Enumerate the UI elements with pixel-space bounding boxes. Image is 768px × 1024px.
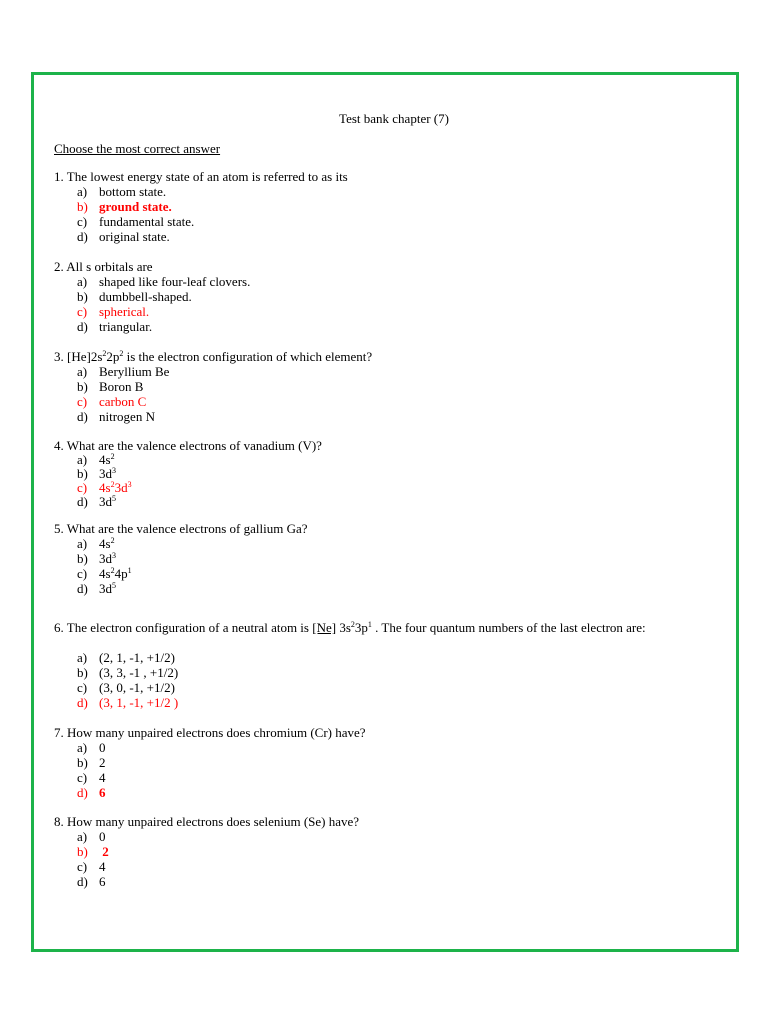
option-letter: a) [77,184,88,199]
document-title: Test bank chapter (7) [339,111,449,126]
options-list [54,453,734,509]
option-c [77,859,734,874]
option-text: (2, 1, -1, +1/2) [99,650,175,665]
option-a [77,184,734,199]
option-letter: d) [77,409,88,424]
option-a [77,364,734,379]
question-stem: 8. How many unpaired electrons does selenium (Se) have? [54,814,360,829]
option-letter: d) [77,319,88,334]
options-list [54,536,734,596]
stem-part: 3s [336,620,351,635]
superscript: 2 [350,620,355,629]
option-text: 2 [99,844,109,859]
option-text: spherical. [99,304,150,319]
options-list [54,650,734,710]
superscript: 5 [112,581,116,590]
option-letter: b) [77,379,88,394]
option-letter: a) [77,274,88,289]
option-text: fundamental state. [99,214,195,229]
stem-part: 3p [354,620,368,635]
superscript: 2 [110,566,115,575]
option-b [77,665,734,680]
option-c [77,214,734,229]
superscript: 2 [119,349,124,358]
option-text: 3d [99,494,112,509]
option-text: 4s [99,452,111,467]
option-letter: d) [77,874,88,889]
superscript: 2 [110,452,115,461]
option-b-correct [77,844,734,859]
question-1 [54,169,734,244]
option-c [77,566,734,581]
option-text: Beryllium Be [99,364,170,379]
instruction-text: Choose the most correct answer [54,141,221,156]
stem-part: 2p [106,349,120,364]
option-letter: b) [77,466,88,481]
question-stem: 7. How many unpaired electrons does chromium (Cr) have? [54,725,366,740]
option-letter: c) [77,680,88,695]
option-letter: c) [77,859,88,874]
superscript: 3 [112,551,116,560]
question-2 [54,259,734,334]
option-d-correct [77,695,734,710]
question-6 [54,620,734,710]
option-d [77,581,734,596]
option-letter: c) [77,394,88,409]
option-letter: d) [77,695,88,710]
superscript: 3 [127,480,132,489]
option-letter: d) [77,785,88,800]
option-letter: d) [77,581,88,596]
option-b [77,467,734,481]
option-a [77,274,734,289]
option-letter: a) [77,364,88,379]
option-text: 6 [99,874,106,889]
option-d [77,409,734,424]
question-4 [54,438,734,509]
option-text: dumbbell-shaped. [99,289,192,304]
option-text: 0 [99,740,106,755]
stem-part: [Ne] [312,620,337,635]
superscript: 2 [102,349,107,358]
superscript: 2 [110,536,115,545]
option-letter: d) [77,494,88,509]
option-letter: a) [77,829,88,844]
option-c-correct [77,481,734,495]
option-text: 3d [114,480,128,495]
option-b [77,551,734,566]
option-text: 3d [99,581,112,596]
option-text: (3, 0, -1, +1/2) [99,680,175,695]
option-text: original state. [99,229,170,244]
question-stem [54,620,734,635]
option-letter: b) [77,665,88,680]
superscript: 1 [127,566,132,575]
option-text: 4 [99,770,106,785]
option-b [77,379,734,394]
option-b [77,755,734,770]
option-text: Boron B [99,379,144,394]
options-list [54,274,734,334]
option-b [77,289,734,304]
option-letter: b) [77,755,88,770]
option-text: triangular. [99,319,153,334]
option-letter: a) [77,740,88,755]
option-d [77,874,734,889]
option-c-correct [77,394,734,409]
question-stem: 5. What are the valence electrons of gallium Ga? [54,521,308,536]
options-list [54,740,734,800]
options-list [54,364,734,424]
option-a [77,740,734,755]
option-d [77,495,734,509]
option-text: 3d [99,551,112,566]
option-text: 4p [114,566,128,581]
stem-part: . The four quantum numbers of the last electron are: [371,620,646,635]
option-text: 2 [99,755,106,770]
superscript: 2 [110,480,115,489]
question-stem: 2. All s orbitals are [54,259,153,274]
option-text: shaped like four-leaf clovers. [99,274,251,289]
stem-part: is the electron configuration of which element? [123,349,373,364]
stem-part: 6. The electron configuration of a neutral atom is [54,620,313,635]
option-text: (3, 1, -1, +1/2 ) [99,695,179,710]
option-letter: c) [77,304,88,319]
option-text: 0 [99,829,106,844]
option-letter: a) [77,650,88,665]
option-a [77,829,734,844]
option-text: 4s [99,536,111,551]
option-a [77,650,734,665]
option-b-correct [77,199,734,214]
option-c [77,680,734,695]
option-text: (3, 3, -1 , +1/2) [99,665,179,680]
question-3 [54,349,734,424]
option-text: 4 [99,859,106,874]
option-letter: c) [77,214,88,229]
option-c-correct [77,304,734,319]
question-stem: 4. What are the valence electrons of vanadium (V)? [54,438,322,453]
question-8 [54,814,734,889]
option-letter: b) [77,551,88,566]
option-d [77,229,734,244]
option-text: nitrogen N [99,409,155,424]
options-list [54,829,734,889]
options-list [54,184,734,244]
superscript: 3 [112,466,116,475]
question-stem [54,349,734,364]
option-text: 6 [99,785,106,800]
option-text: carbon C [99,394,147,409]
superscript: 1 [367,620,372,629]
option-text: ground state. [99,199,172,214]
option-d-correct [77,785,734,800]
option-letter: b) [77,844,88,859]
option-text: bottom state. [99,184,167,199]
option-letter: c) [77,480,88,495]
option-d [77,319,734,334]
question-5 [54,521,734,596]
option-text: 3d [99,466,112,481]
option-a [77,536,734,551]
option-letter: a) [77,452,88,467]
option-letter: d) [77,229,88,244]
option-letter: c) [77,566,88,581]
superscript: 5 [112,494,116,503]
option-letter: b) [77,289,88,304]
option-letter: c) [77,770,88,785]
question-7 [54,725,734,800]
option-text: 4s [99,566,111,581]
option-a [77,453,734,467]
option-letter: a) [77,536,88,551]
option-letter: b) [77,199,88,214]
stem-part: 3. [He]2s [54,349,103,364]
option-text: 4s [99,480,111,495]
question-stem: 1. The lowest energy state of an atom is referred to as its [54,169,348,184]
option-c [77,770,734,785]
